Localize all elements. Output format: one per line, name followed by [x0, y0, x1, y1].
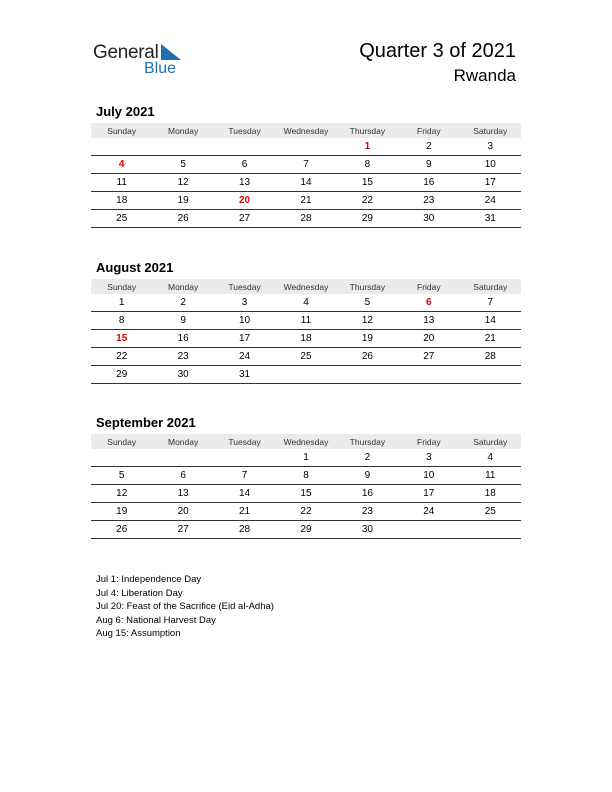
day-cell: 14 [460, 312, 521, 330]
empty-day-cell [91, 449, 152, 467]
day-cell: 28 [214, 521, 275, 539]
day-cell: 15 [337, 174, 398, 192]
day-cell: 19 [152, 192, 213, 210]
day-cell: 25 [91, 210, 152, 228]
weekday-label: Friday [398, 434, 459, 449]
holiday-day-cell: 6 [398, 294, 459, 312]
week-row [91, 521, 521, 539]
day-cell: 24 [460, 192, 521, 210]
weekday-label: Tuesday [214, 434, 275, 449]
logo-triangle-icon [161, 44, 181, 60]
week-row [91, 366, 521, 384]
day-cell: 31 [214, 366, 275, 384]
holiday-note: Aug 6: National Harvest Day [96, 614, 216, 626]
weekday-label: Thursday [337, 123, 398, 138]
day-cell: 22 [91, 348, 152, 366]
weekday-label: Saturday [460, 279, 521, 294]
day-cell: 13 [398, 312, 459, 330]
empty-day-cell [337, 366, 398, 384]
week-row [91, 467, 521, 485]
day-cell: 7 [275, 156, 336, 174]
day-cell: 11 [460, 467, 521, 485]
day-cell: 29 [275, 521, 336, 539]
week-row [91, 156, 521, 174]
day-cell: 19 [337, 330, 398, 348]
day-cell: 7 [460, 294, 521, 312]
empty-day-cell [152, 449, 213, 467]
weekday-header-row [91, 279, 521, 294]
weekday-label: Sunday [91, 279, 152, 294]
month-august [91, 259, 521, 384]
day-cell: 2 [152, 294, 213, 312]
day-cell: 14 [275, 174, 336, 192]
week-row [91, 210, 521, 228]
day-cell: 13 [214, 174, 275, 192]
day-cell: 6 [214, 156, 275, 174]
weekday-label: Friday [398, 279, 459, 294]
month-calendar-table [91, 123, 521, 228]
empty-day-cell [152, 138, 213, 156]
week-row [91, 192, 521, 210]
weekday-label: Thursday [337, 434, 398, 449]
weekday-label: Wednesday [275, 434, 336, 449]
week-row [91, 174, 521, 192]
weekday-header-row [91, 123, 521, 138]
day-cell: 5 [152, 156, 213, 174]
day-cell: 27 [214, 210, 275, 228]
holiday-note: Jul 4: Liberation Day [96, 587, 183, 599]
day-cell: 30 [152, 366, 213, 384]
day-cell: 21 [460, 330, 521, 348]
day-cell: 29 [337, 210, 398, 228]
month-title: August 2021 [96, 260, 174, 275]
weekday-label: Sunday [91, 434, 152, 449]
day-cell: 21 [214, 503, 275, 521]
day-cell: 8 [275, 467, 336, 485]
day-cell: 14 [214, 485, 275, 503]
week-row [91, 449, 521, 467]
day-cell: 24 [214, 348, 275, 366]
weekday-label: Monday [152, 279, 213, 294]
day-cell: 3 [214, 294, 275, 312]
weekday-label: Wednesday [275, 279, 336, 294]
day-cell: 25 [460, 503, 521, 521]
day-cell: 10 [214, 312, 275, 330]
week-row [91, 294, 521, 312]
holiday-note: Aug 15: Assumption [96, 628, 181, 640]
day-cell: 18 [460, 485, 521, 503]
weekday-label: Friday [398, 123, 459, 138]
day-cell: 21 [275, 192, 336, 210]
day-cell: 16 [337, 485, 398, 503]
day-cell: 2 [337, 449, 398, 467]
day-cell: 20 [398, 330, 459, 348]
day-cell: 4 [460, 449, 521, 467]
day-cell: 10 [398, 467, 459, 485]
week-row [91, 348, 521, 366]
country-name: Rwanda [453, 66, 516, 85]
day-cell: 3 [398, 449, 459, 467]
day-cell: 26 [91, 521, 152, 539]
holiday-day-cell: 15 [91, 330, 152, 348]
day-cell: 22 [275, 503, 336, 521]
empty-day-cell [398, 521, 459, 539]
day-cell: 17 [460, 174, 521, 192]
weekday-label: Tuesday [214, 123, 275, 138]
weekday-label: Wednesday [275, 123, 336, 138]
empty-day-cell [460, 521, 521, 539]
day-cell: 26 [152, 210, 213, 228]
day-cell: 9 [337, 467, 398, 485]
page-title: Quarter 3 of 2021 [359, 40, 516, 62]
holiday-note: Jul 1: Independence Day [96, 574, 202, 585]
day-cell: 2 [398, 138, 459, 156]
empty-day-cell [275, 138, 336, 156]
day-cell: 20 [152, 503, 213, 521]
weekday-label: Tuesday [214, 279, 275, 294]
empty-day-cell [275, 366, 336, 384]
day-cell: 26 [337, 348, 398, 366]
empty-day-cell [91, 138, 152, 156]
day-cell: 5 [91, 467, 152, 485]
day-cell: 1 [91, 294, 152, 312]
empty-day-cell [214, 138, 275, 156]
empty-day-cell [460, 366, 521, 384]
week-row [91, 330, 521, 348]
weekday-header-row [91, 434, 521, 449]
day-cell: 30 [398, 210, 459, 228]
day-cell: 28 [460, 348, 521, 366]
day-cell: 31 [460, 210, 521, 228]
weekday-label: Saturday [460, 123, 521, 138]
weekday-label: Sunday [91, 123, 152, 138]
day-cell: 11 [91, 174, 152, 192]
day-cell: 16 [398, 174, 459, 192]
day-cell: 27 [398, 348, 459, 366]
month-july [91, 103, 521, 228]
day-cell: 22 [337, 192, 398, 210]
day-cell: 30 [337, 521, 398, 539]
day-cell: 8 [91, 312, 152, 330]
day-cell: 17 [398, 485, 459, 503]
weekday-label: Monday [152, 434, 213, 449]
day-cell: 11 [275, 312, 336, 330]
month-september [91, 414, 521, 539]
logo-word-general: General [93, 42, 159, 63]
day-cell: 7 [214, 467, 275, 485]
week-row [91, 138, 521, 156]
day-cell: 13 [152, 485, 213, 503]
day-cell: 18 [275, 330, 336, 348]
month-calendar-table [91, 434, 521, 539]
day-cell: 18 [91, 192, 152, 210]
holiday-note: Jul 20: Feast of the Sacrifice (Eid al-Adha) [96, 601, 274, 613]
day-cell: 12 [91, 485, 152, 503]
weekday-label: Monday [152, 123, 213, 138]
weekday-label: Thursday [337, 279, 398, 294]
empty-day-cell [398, 366, 459, 384]
weekday-label: Saturday [460, 434, 521, 449]
day-cell: 5 [337, 294, 398, 312]
day-cell: 9 [398, 156, 459, 174]
day-cell: 12 [152, 174, 213, 192]
day-cell: 9 [152, 312, 213, 330]
week-row [91, 485, 521, 503]
day-cell: 28 [275, 210, 336, 228]
day-cell: 23 [398, 192, 459, 210]
day-cell: 27 [152, 521, 213, 539]
month-calendar-table [91, 279, 521, 384]
day-cell: 4 [275, 294, 336, 312]
day-cell: 29 [91, 366, 152, 384]
day-cell: 17 [214, 330, 275, 348]
week-row [91, 503, 521, 521]
day-cell: 15 [275, 485, 336, 503]
generalblue-logo [93, 40, 193, 80]
day-cell: 12 [337, 312, 398, 330]
holiday-day-cell: 4 [91, 156, 152, 174]
week-row [91, 312, 521, 330]
holiday-notes [96, 573, 274, 641]
day-cell: 19 [91, 503, 152, 521]
day-cell: 23 [152, 348, 213, 366]
day-cell: 3 [460, 138, 521, 156]
day-cell: 16 [152, 330, 213, 348]
day-cell: 1 [275, 449, 336, 467]
day-cell: 23 [337, 503, 398, 521]
day-cell: 8 [337, 156, 398, 174]
day-cell: 25 [275, 348, 336, 366]
day-cell: 6 [152, 467, 213, 485]
month-title: September 2021 [96, 415, 196, 430]
day-cell: 10 [460, 156, 521, 174]
empty-day-cell [214, 449, 275, 467]
month-title: July 2021 [96, 104, 155, 119]
day-cell: 24 [398, 503, 459, 521]
holiday-day-cell: 20 [214, 192, 275, 210]
holiday-day-cell: 1 [337, 138, 398, 156]
logo-word-blue: Blue [144, 60, 177, 77]
